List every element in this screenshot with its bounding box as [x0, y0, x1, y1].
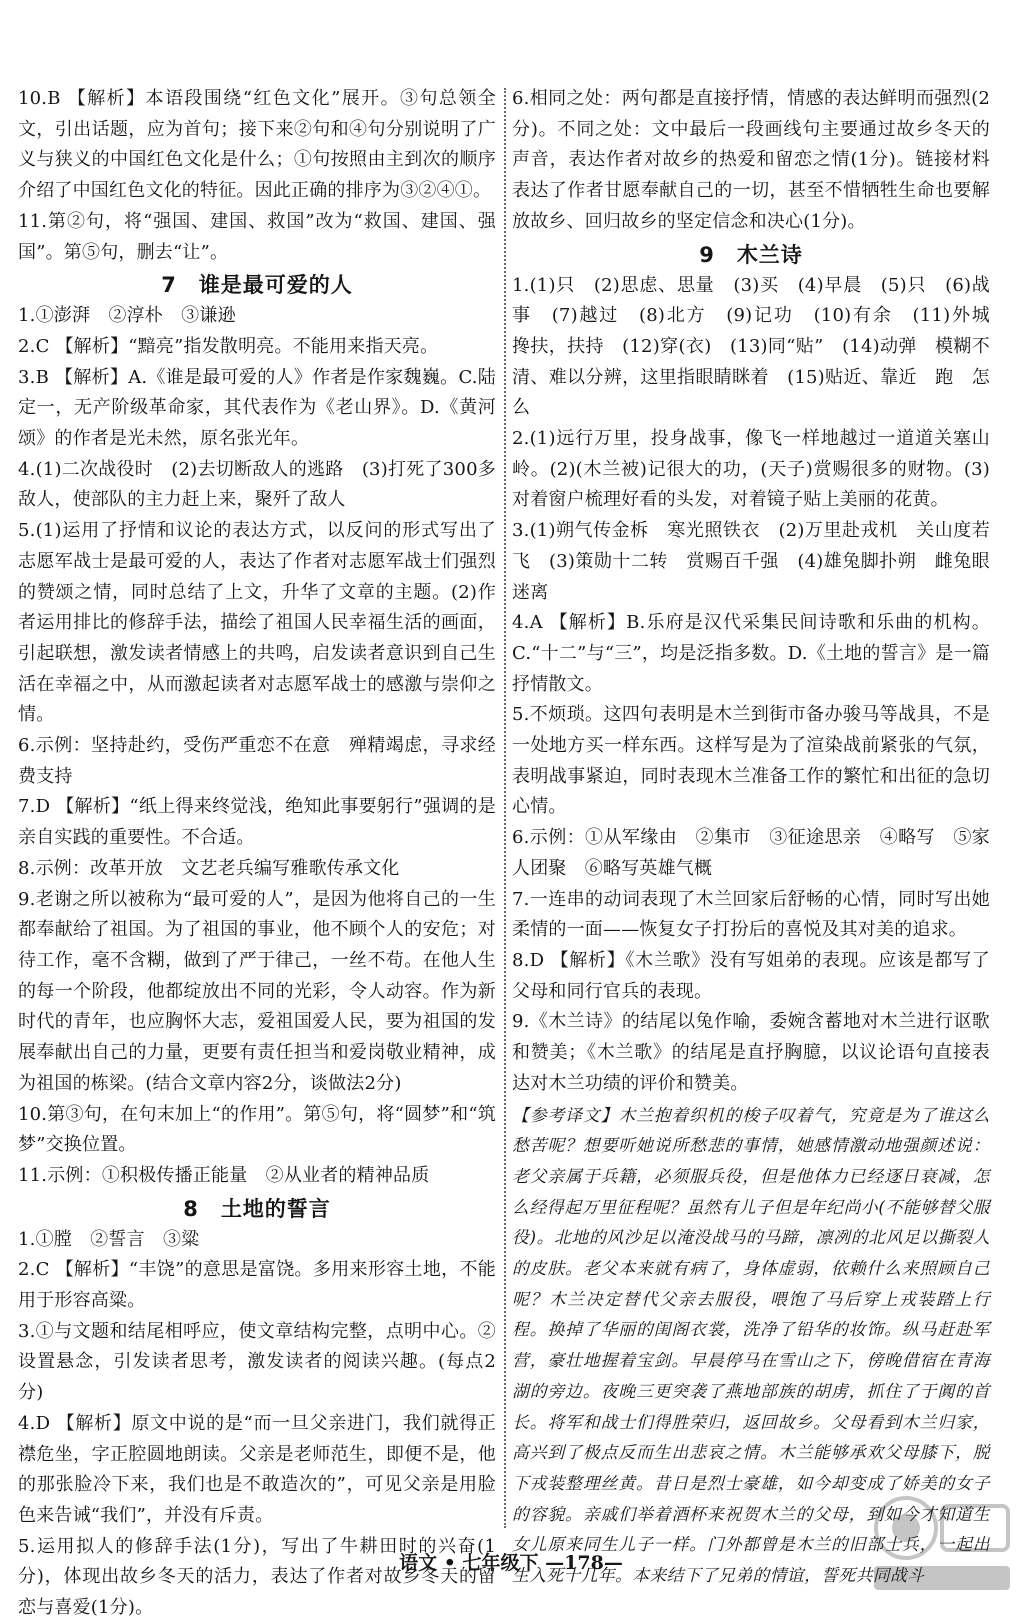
answer-item: 11.示例：①积极传播正能量 ②从业者的精神品质 — [18, 1164, 430, 1186]
section-title — [18, 269, 496, 301]
answer-item: 4.D 【解析】原文中说的是“而一旦父亲进门，我们就得正襟危坐，字正腔圆地朗读。父亲是老师范生，即便不是，他的那张脸冷下来，我们也是不敢造次的”，可见父亲是用脸色来告诫“我们”，并没有斥责。 — [18, 1412, 496, 1526]
page-footer: 语文 • 七年级下 —178— — [399, 1552, 623, 1574]
answer-item: 5.(1)运用了抒情和议论的表达方式，以反问的形式写出了志愿军战士是最可爱的人，表达了作者对志愿军战士们强烈的赞颂之情，同时总结了上文，升华了文章的主题。(2)作者运用排比的修辞手法，描绘了祖国人民幸福生活的画面，引起联想，激发读者情感上的共鸣，启发读者意识到自己生活在幸福之中，从而激起读者对志愿军战士的感激与崇仰之情。 — [18, 520, 496, 726]
answer-item: 6.示例：坚持赴约，受伤严重恋不在意 殚精竭虑，寻求经费支持 — [18, 735, 496, 787]
answer-item: 9.《木兰诗》的结尾以兔作喻，委婉含蓄地对木兰进行讴歌和赞美；《木兰歌》的结尾是直抒胸臆，以议论语句直接表达对木兰功绩的评价和赞美。 — [512, 1011, 990, 1094]
answer-item: 9.老谢之所以被称为“最可爱的人”，是因为他将自己的一生都奉献给了祖国。为了祖国的事业，他不顾个人的安危；对待工作，毫不含糊，做到了严于律己，一丝不苟。在他人生的每一个阶段，他都绽放出不同的光彩，令人动容。作为新时代的青年，也应胸怀大志，爱祖国爱人民，要为祖国的发展奉献出自己的力量，更要有责任担当和爱岗敬业精神，成为祖国的栋梁。(结合文章内容2分，谈做法2分) — [18, 888, 496, 1094]
section-title-text: 木兰诗 — [736, 242, 803, 267]
reference-translation: 【参考译文】木兰抱着织机的梭子叹着气，究竟是为了谁这么愁苦呢？想要听她说所愁悲的事情，她感情激动地强颜述说：老父亲属于兵籍，必须服兵役，但是他体力已经逐日衰减，怎么经得起万里征程呢？虽然有儿子但是年纪尚小(不能够替父服役)。北地的风沙足以淹没战马的马蹄，凛冽的北风足以撕裂人的皮肤。老父本来就有病了，身体虚弱，依赖什么来照顾自己呢？木兰决定替代父亲去服役，喂饱了马后穿上戎装踏上行程。换掉了华丽的闺阁衣裳，洗净了铅华的妆饰。纵马赶赴军营，豪壮地握着宝剑。早晨停马在雪山之下，傍晚借宿在青海湖的旁边。夜晚三更突袭了燕地部族的胡虏，抓住了于阗的首长。将军和战士们得胜荣归，返回故乡。父母看到木兰归家，高兴到了极点反而生出悲哀之情。木兰能够承欢父母膝下，脱下戎装整理丝黄。昔日是烈士豪雄，如今却变成了娇美的女子的容貌。亲戚们举着酒杯来祝贺木兰的父母，到如今才知道生女儿原来同生儿子一样。门外都曾是木兰的旧部士兵，一起出生入死十几年。本来结下了兄弟的情谊，誓死共同战斗 — [512, 1104, 990, 1586]
section-number: 8 — [183, 1196, 199, 1221]
answer-item: 6.相同之处：两句都是直接抒情，情感的表达鲜明而强烈(2分)。不同之处：文中最后一段画线句主要通过故乡冬天的声音，表达作者对故乡的热爱和留恋之情(1分)。链接材料表达了作者甘愿奉献自己的一切，甚至不惜牺牲生命也要解放故乡、回归故乡的坚定信念和决心(1分)。 — [512, 88, 990, 232]
answer-item: 1.(1)只 (2)思虑、思量 (3)买 (4)早晨 (5)只 (6)战事 (7)越过 (8)北方 (9)记功 (10)有余 (11)外城 搀扶，扶持 (12)穿(衣) (13)同“贴” (14)动弹 模糊不清、难以分辨，这里指眼睛眯着 (15)贴近、靠近 跑 怎么 — [512, 274, 1009, 419]
answer-item: 2.(1)远行万里，投身战事，像飞一样地越过一道道关塞山岭。(2)(木兰被)记很大的功，(天子)赏赐很多的财物。(3)对着窗户梳理好看的头发，对着镜子贴上美丽的花黄。 — [512, 428, 990, 511]
section-title-text: 土地的誓言 — [220, 1196, 331, 1221]
section-number: 7 — [161, 273, 177, 298]
answer-item: 3.(1)朔气传金柝 寒光照铁衣 (2)万里赴戎机 关山度若飞 (3)策勋十二转 赏赐百千强 (4)雄兔脚扑朔 雌兔眼迷离 — [512, 520, 990, 603]
answer-item: 2.C 【解析】“黯亮”指发散明亮。不能用来指天亮。 — [18, 335, 439, 357]
answer-item: 3.①与文题和结尾相呼应，使文章结构完整，点明中心。②设置悬念，引发读者思考，激发读者的阅读兴趣。(每点2分) — [18, 1320, 496, 1404]
answer-item: 10.B 【解析】本语段围绕“红色文化”展开。③句总领全文，引出话题，应为首句；接下来②句和④句分别说明了广义与狭义的中国红色文化是什么；①句按照由主到次的顺序介绍了中国红色文化的特征。因此正确的排序为③②④①。 — [18, 88, 496, 202]
answer-item: 2.C 【解析】“丰饶”的意思是富饶。多用来形容土地，不能用于形容高粱。 — [18, 1259, 496, 1312]
left-column — [18, 84, 496, 1624]
answer-item: 7.一连串的动词表现了木兰回家后舒畅的心情，同时写出她柔情的一面——恢复女子打扮后的喜悦及其对美的追求。 — [512, 888, 990, 941]
watermark-logo — [866, 1492, 1016, 1596]
answer-item: 8.示例：改革开放 文艺老兵编写雅歌传承文化 — [18, 857, 400, 879]
answer-item: 11.第②句，将“强国、建国、救国”改为“救国、建国、强国”。第⑤句，删去“让”。 — [18, 210, 496, 263]
section-title-text: 谁是最可爱的人 — [198, 273, 353, 298]
column-divider — [504, 88, 506, 1528]
answer-item: 5.不烦琐。这四句表明是木兰到街市备办骏马等战具，不是一处地方买一样东西。这样写是为了渲染战前紧张的气氛，表明战事紧迫，同时表现木兰准备工作的繁忙和出征的急切心情。 — [512, 704, 990, 818]
answer-item: 1.①膛 ②誓言 ③粱 — [18, 1228, 200, 1250]
section-title — [18, 1193, 496, 1225]
answer-item: 1.①澎湃 ②淳朴 ③谦逊 — [18, 305, 236, 327]
answer-item: 4.(1)二次战役时 (2)去切断敌人的逃路 (3)打死了300多敌人，使部队的主力赶上来，聚歼了敌人 — [18, 458, 496, 511]
answer-item: 7.D 【解析】“纸上得来终觉浅，绝知此事要躬行”强调的是亲自实践的重要性。不合适。 — [18, 796, 496, 849]
section-number: 9 — [699, 242, 715, 267]
answer-item: 4.A 【解析】B.乐府是汉代采集民间诗歌和乐曲的机构。C.“十二”与“三”，均是泛指多数。D.《土地的誓言》是一篇抒情散文。 — [512, 612, 990, 695]
answer-item: 8.D 【解析】《木兰歌》没有写姐弟的表现。应该是都写了父母和同行官兵的表现。 — [512, 949, 990, 1002]
answer-item: 5.运用拟人的修辞手法(1分)，写出了牛耕田时的兴奋(1分)，体现出故乡冬天的活力，表达了作者对故乡冬天的留恋与喜爱(1分)。 — [18, 1535, 496, 1619]
answer-item: 6.示例：①从军缘由 ②集市 ③征途思亲 ④略写 ⑤家人团聚 ⑥略写英雄气概 — [512, 827, 990, 879]
right-column — [512, 84, 1009, 1591]
answer-item: 3.B 【解析】A.《谁是最可爱的人》作者是作家魏巍。C.陆定一，无产阶级革命家，其代表作为《老山界》。D.《黄河颂》的作者是光未然，原名张光年。 — [18, 366, 496, 450]
answer-item: 10.第③句，在句末加上“的作用”。第⑤句，将“圆梦”和“筑梦”交换位置。 — [18, 1103, 496, 1156]
section-title — [512, 239, 990, 271]
